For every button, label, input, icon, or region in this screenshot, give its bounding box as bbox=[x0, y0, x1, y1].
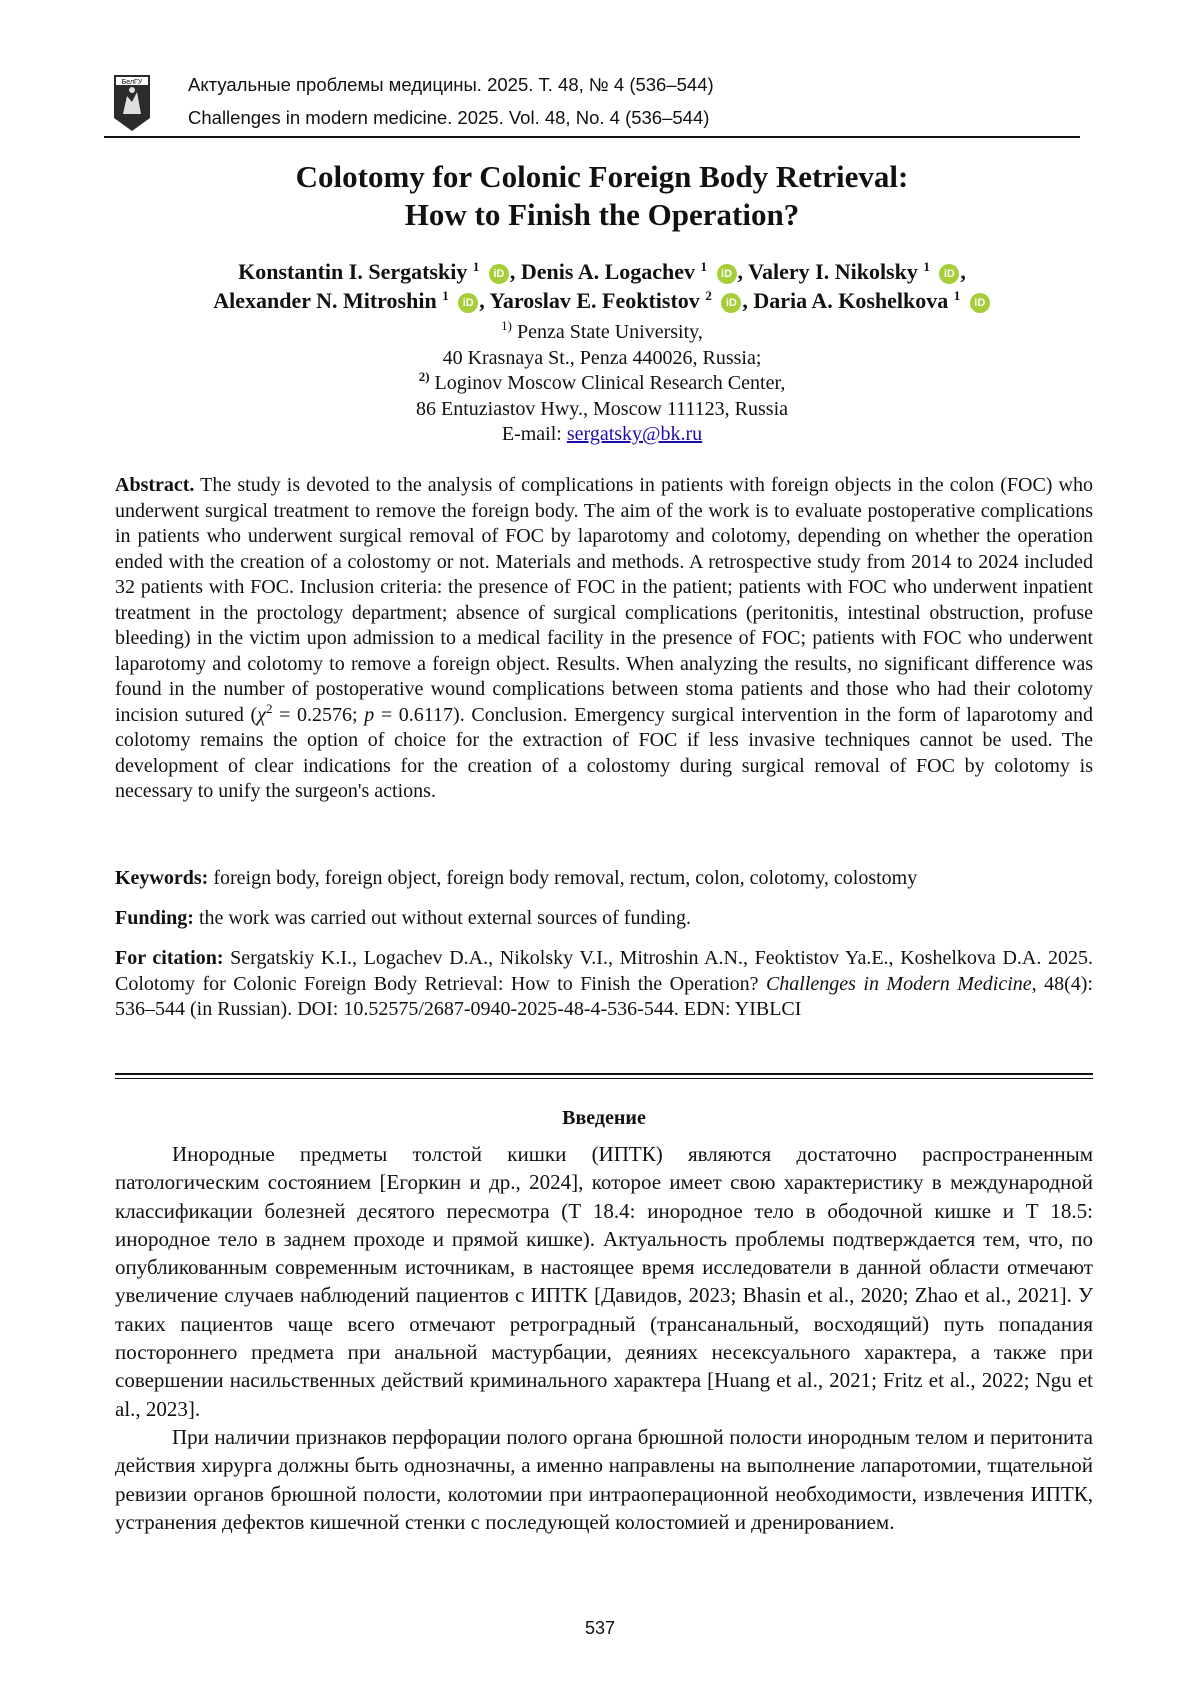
journal-title-en: Challenges in modern medicine. 2025. Vol. 48, No. 4 (536–544) bbox=[188, 107, 710, 128]
author-name: Daria A. Koshelkova bbox=[753, 288, 949, 313]
author-affiliation: 2 bbox=[705, 288, 712, 303]
chi-value: = 0.2576; bbox=[272, 703, 365, 726]
article-title bbox=[104, 158, 1100, 234]
orcid-icon[interactable]: iD bbox=[970, 293, 990, 313]
funding-label: Funding: bbox=[115, 907, 194, 929]
affiliation-marker: 1) bbox=[501, 318, 512, 333]
page-number: 537 bbox=[584, 1618, 616, 1638]
abstract-label: Abstract. bbox=[115, 474, 195, 496]
orcid-icon[interactable]: iD bbox=[489, 264, 509, 284]
paragraph: Инородные предметы толстой кишки (ИПТК) являются достаточно распространенным патологическим состоянием [Егоркин и др., 2024], которое имеет свою характеристику в международной классификации болезней десятого пересмотра (Т 18.4: инородное тело в ободочной кишке и Т 18.5: инородное тело в заднем проходе и прямой кишке). Актуальность проблемы подтверждается тем, что, по опубликованным современным источникам, в настоящее время исследователи в данной области отмечают увеличение случаев наблюдений пациентов с ИПТК [Давидов, 2023; Bhasin et al., 2020; Zhao et al., 2021]. У таких пациентов чаще всего отмечают ретроградный (трансанальный, восходящий) путь попадания постороннего предмета при анальной мастурбации, деяниях несексуального характера, а также при совершении насильственных действий криминального характера [Huang et al., 2021; Fritz et al., 2022; Ngu et al., 2023]. bbox=[115, 1142, 1093, 1421]
abstract bbox=[115, 473, 1093, 805]
orcid-icon[interactable]: iD bbox=[717, 264, 737, 284]
affiliation-2 bbox=[104, 371, 1100, 397]
author-list bbox=[104, 257, 1100, 315]
chi-exponent: 2 bbox=[265, 700, 273, 716]
author-affiliation: 1 bbox=[923, 259, 930, 274]
affiliation-1 bbox=[104, 320, 1100, 346]
citation bbox=[115, 946, 1093, 1023]
title-line-1: Colotomy for Colonic Foreign Body Retrieval: bbox=[295, 159, 909, 194]
orcid-icon[interactable]: iD bbox=[721, 293, 741, 313]
author-name: Yaroslav E. Feoktistov bbox=[489, 288, 700, 313]
p-symbol: p bbox=[364, 703, 375, 726]
orcid-icon[interactable]: iD bbox=[939, 264, 959, 284]
orcid-icon[interactable]: iD bbox=[458, 293, 478, 313]
affiliation-2-name: Loginov Moscow Clinical Research Center, bbox=[434, 372, 786, 394]
title-line-2: How to Finish the Operation? bbox=[404, 197, 800, 232]
paragraph: При наличии признаков перфорации полого органа брюшной полости инородным телом и перитонита действия хирурга должны быть однозначны, а именно направлены на выполнение лапаротомии, тщательной ревизии органов брюшной полости, колотомии при интраоперационной необходимости, извлечения ИПТК, устранения дефектов кишечной стенки с последующей колостомией и дренированием. bbox=[115, 1424, 1093, 1534]
affiliation-1-name: Penza State University, bbox=[516, 321, 703, 343]
author-name: Konstantin I. Sergatskiy bbox=[238, 259, 468, 284]
author-name: Valery I. Nikolsky bbox=[748, 259, 918, 284]
intro-body bbox=[115, 1140, 1093, 1536]
author-name: Denis A. Logachev bbox=[520, 259, 696, 284]
abstract-conclusion: = 0.6117). Conclusion. Emergency surgical intervention in the form of laparotomy and colotomy remains the option of choice for the extraction of FOC if less invasive techniques cannot be used. The development of clear indications for the creation of a colostomy during surgical removal of FOC by colotomy is necessary to unify the surgeon's actions. bbox=[115, 703, 1094, 802]
email-link[interactable]: sergatsky@bk.ru bbox=[566, 423, 703, 445]
journal-title-ru: Актуальные проблемы медицины. 2025. Т. 48, № 4 (536–544) bbox=[188, 74, 714, 95]
email-label: E-mail: bbox=[501, 423, 567, 445]
affiliation-1-address: 40 Krasnaya St., Penza 440026, Russia; bbox=[442, 346, 762, 369]
citation-text-2: , 48(4): 536–544 (in Russian). DOI: 10.52575/2687-0940-2025-48-4-536-544. EDN: YIBLCI bbox=[115, 972, 1093, 1020]
keywords-text: foreign body, foreign object, foreign body removal, rectum, colon, colotomy, colostomy bbox=[208, 867, 918, 889]
author-affiliation: 1 bbox=[472, 259, 480, 274]
author-affiliation: 1 bbox=[700, 259, 708, 274]
keywords-label: Keywords: bbox=[115, 867, 209, 889]
chi-symbol: χ bbox=[257, 703, 266, 726]
section-divider bbox=[115, 1073, 1093, 1079]
university-logo bbox=[113, 74, 151, 132]
affiliation-marker: 2) bbox=[418, 369, 430, 384]
author-affiliation: 1 bbox=[953, 288, 961, 303]
authors-line-1: Konstantin I. Sergatskiy $^1$ iD , Denis A. Logachev $^1$ iD , Valery I. Nikolsky $^1$ iD , bbox=[238, 259, 966, 284]
header-divider bbox=[104, 136, 1080, 138]
affiliation-2-address: 86 Entuziastov Hwy., Moscow 111123, Russia bbox=[415, 397, 788, 420]
logo-text: БелГУ bbox=[121, 79, 143, 86]
author-affiliation: 1 bbox=[442, 288, 449, 303]
citation-journal: Challenges in Modern Medicine bbox=[765, 972, 1032, 995]
citation-text: Sergatskiy K.I., Logachev D.A., Nikolsky V.I., Mitroshin A.N., Feoktistov Ya.E., Koshelkova D.A. 2025. Colotomy for Colonic Foreign Body Retrieval: How to Finish the Operation? bbox=[115, 947, 1093, 995]
email-line bbox=[104, 422, 1100, 448]
funding bbox=[115, 906, 1093, 932]
section-heading: Введение bbox=[562, 1107, 646, 1129]
author-name: Alexander N. Mitroshin bbox=[213, 288, 437, 313]
citation-label: For citation: bbox=[115, 947, 224, 969]
funding-text: the work was carried out without external sources of funding. bbox=[193, 907, 692, 929]
abstract-text: The study is devoted to the analysis of complications in patients with foreign objects in the colon (FOC) who underwent surgical treatment to remove the foreign body. The aim of the work is to evaluate postoperative complications in patients who underwent surgical removal of FOC by laparotomy and colotomy, depending on whether the operation ended with the creation of a colostomy or not. Materials and methods. A retrospective study from 2014 to 2024 included 32 patients with FOC. Inclusion criteria: the presence of FOC in the patient; patients with FOC who underwent inpatient treatment in the proctology department; absence of surgical complications (peritonitis, intestinal obstruction, profuse bleeding) in the victim upon admission to a medical facility in the presence of FOC; patients with FOC who underwent laparotomy and colotomy to remove a foreign object. Results. When analyzing the results, no significant difference was found in the number of postoperative wound complications between stoma patients and those who had their colotomy incision sutured ( bbox=[115, 474, 1093, 726]
keywords bbox=[115, 866, 1093, 892]
affiliations bbox=[104, 320, 1100, 448]
authors-line-2: Alexander N. Mitroshin $^1$ iD , Yaroslav E. Feoktistov $^2$ iD , Daria A. Koshelkova $^1$ iD bbox=[104, 286, 1100, 315]
